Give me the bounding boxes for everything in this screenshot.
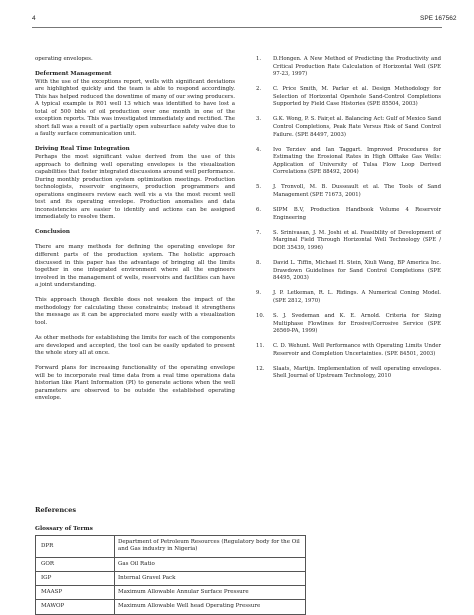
glossary-heading: Glossary of Terms xyxy=(35,526,93,532)
intro-fragment: operating envelopes. xyxy=(35,56,93,62)
glossary-abbr: MAWOP xyxy=(36,600,115,614)
reference-number: 3. xyxy=(256,116,262,123)
conclusion-paragraph-2: This approach though flexible does not weaken the impact of the methodology for calculating these constraints; instead it strengthens the message as it can be appreciated more easily with a visualization tool. xyxy=(35,297,235,326)
realtime-paragraph: Perhaps the most significant value derived from the use of this approach to defining well operating envelopes is the visualization capabilities that foster integrated discussions around well performance. During monthly production system optimization meetings. Production technologists, reservoir engineers, production programmers and operations engineers review each well vis a vis the most recent well test and its operating envelope. Production anomalies and data inconsistencies are easier to identify and actions can be assigned immediately to resolve them. xyxy=(35,154,235,221)
reference-item xyxy=(256,366,441,381)
reference-number: 9. xyxy=(256,290,262,297)
glossary-row xyxy=(36,536,306,558)
reference-item xyxy=(256,116,441,139)
reference-item xyxy=(256,86,441,109)
glossary-abbr: GOR xyxy=(36,557,115,571)
reference-number: 10. xyxy=(256,313,265,320)
glossary-row xyxy=(36,557,306,571)
glossary-definition: Internal Gravel Pack xyxy=(115,571,306,585)
section-heading-deferment: Deferment Management xyxy=(35,71,112,78)
reference-item xyxy=(256,230,441,253)
glossary-definition: Maximum Allowable Annular Surface Pressure xyxy=(115,586,306,600)
glossary-abbr: IGP xyxy=(36,571,115,585)
glossary-row xyxy=(36,586,306,600)
conclusion-paragraph-1: There are many methods for defining the operating envelope for different parts of the production system. The holistic approach discussed in this paper has the advantage of bringing all the limits together in one integrated environment where all the engineers involved in the management of wells, reservoirs and facilities can have a joint understanding. xyxy=(35,244,235,289)
reference-list xyxy=(256,56,441,381)
reference-text: SIPM B.V, Production Handbook Volume 4 Reservoir Engineering xyxy=(273,207,441,221)
glossary-row xyxy=(36,571,306,585)
reference-number: 5. xyxy=(256,184,262,191)
reference-text: J. P. Letkeman, R. L. Ridings. A Numerical Coning Model. (SPE 2812, 1970) xyxy=(273,290,441,304)
reference-item xyxy=(256,147,441,177)
glossary-abbr: DPR xyxy=(36,536,115,558)
reference-item xyxy=(256,56,441,79)
reference-text: S. Srinivasan, J. M. Joshi et al. Feasibility of Development of Marginal Field Through Horizontal Well Technology (SPE / DOE 35439, 1996) xyxy=(273,229,441,251)
reference-item xyxy=(256,313,441,336)
conclusion-paragraph-3: As other methods for establishing the limits for each of the components are developed and accepted, the tool can be easily updated to present the whole story all at once. xyxy=(35,334,235,357)
reference-text: David L. Tiffin, Michael H. Stein, Xiuli Wang, BP America Inc. Drawdown Guidelines for Sand Control Completions (SPE 84495, 2003) xyxy=(273,260,441,282)
paper-id: SPE 167562 xyxy=(420,15,457,22)
reference-item xyxy=(256,290,441,305)
right-column xyxy=(256,56,441,389)
glossary-definition: Gas Oil Ratio xyxy=(115,557,306,571)
reference-item xyxy=(256,184,441,199)
reference-number: 2. xyxy=(256,86,262,93)
deferment-paragraph: With the use of the exceptions report, wells with significant deviations are highlighted quickly and the team is able to respond accordingly. This has helped reduced the downtime of many of our swing producers. A typical example is R01 well 13 which was identified to have lost a total of 500 bbls of oil production over one month in one of the exception reports. This was investigated immediately and rectified. The short fall was a result of a partially open subsurface safety valve due to a faulty surface communication unit. xyxy=(35,78,235,138)
glossary-table xyxy=(35,535,306,615)
section-heading-realtime: Driving Real Time Integration xyxy=(35,146,130,153)
reference-number: 1. xyxy=(256,56,262,62)
conclusion-paragraph-4: Forward plans for increasing functionality of the operating envelope will be to incorporate real time data from a real time operations data historian like Plant Information (PI) to generate actions when the well parameters are observed to be outside the established operating envelope. xyxy=(35,365,235,402)
header-rule xyxy=(32,27,442,28)
reference-number: 12. xyxy=(256,365,265,372)
glossary-abbr: MAASP xyxy=(36,586,115,600)
reference-number: 7. xyxy=(256,229,262,236)
reference-number: 11. xyxy=(256,343,265,350)
reference-number: 8. xyxy=(256,260,262,267)
reference-item xyxy=(256,343,441,358)
section-heading-conclusion: Conclusion xyxy=(35,229,70,236)
reference-text: G.K. Wong, P. S. Fair,et al. Balancing Act: Gulf of Mexico Sand Control Completions, Peak Rate Versus Risk of Sand Control Failure. (SPE 84497, 2003) xyxy=(273,116,441,138)
left-column xyxy=(35,56,235,403)
reference-text: C. D. Wehunt. Well Performance with Operating Limits Under Reservoir and Completion Uncertainties. (SPE 84501, 2003) xyxy=(273,343,441,357)
reference-text: Slaats, Martijn. Implementation of well operating envelopes. Shell Journal of Upstream Technology, 2010 xyxy=(273,365,441,380)
reference-text: C. Price Smith, M. Parlar et al. Design Methodology for Selection of Horizontal Openhole Sand-Control Completions Supported by Field Case Histories (SPE 85504, 2003) xyxy=(273,86,441,108)
page-number: 4 xyxy=(32,15,36,22)
reference-item xyxy=(256,207,441,222)
references-heading: References xyxy=(35,506,77,514)
reference-text: Ivo Terziev and Ian Taggart. Improved Procedures for Estimating the Erosional Rates in High Offtake Gas Wells: Application of University of Tulsa Flow Loop Derived Correlations (SPE 88492, 2004) xyxy=(273,146,441,176)
glossary-row xyxy=(36,600,306,614)
reference-text: J. Tronvoll, M. B. Dusseault et al. The Tools of Sand Management (SPE 71673, 2001) xyxy=(273,184,441,199)
glossary-definition: Department of Petroleum Resources (Regulatory body for the Oil and Gas industry in Nigeria) xyxy=(115,536,306,558)
reference-number: 6. xyxy=(256,207,262,214)
glossary-definition: Maximum Allowable Well head Operating Pressure xyxy=(115,600,306,614)
reference-item xyxy=(256,260,441,283)
reference-text: D.Hongen. A New Method of Predicting the Productivity and Critical Production Rate Calculation of Horizontal Well (SPE 97-23, 1997) xyxy=(273,56,441,78)
reference-text: S. J. Svedeman and K. E. Arnold. Criteria for Sizing Multiphase Flowlines for Erosive/Corrosive Service (SPE 26569-PA, 1999) xyxy=(273,313,441,335)
reference-number: 4. xyxy=(256,146,262,153)
